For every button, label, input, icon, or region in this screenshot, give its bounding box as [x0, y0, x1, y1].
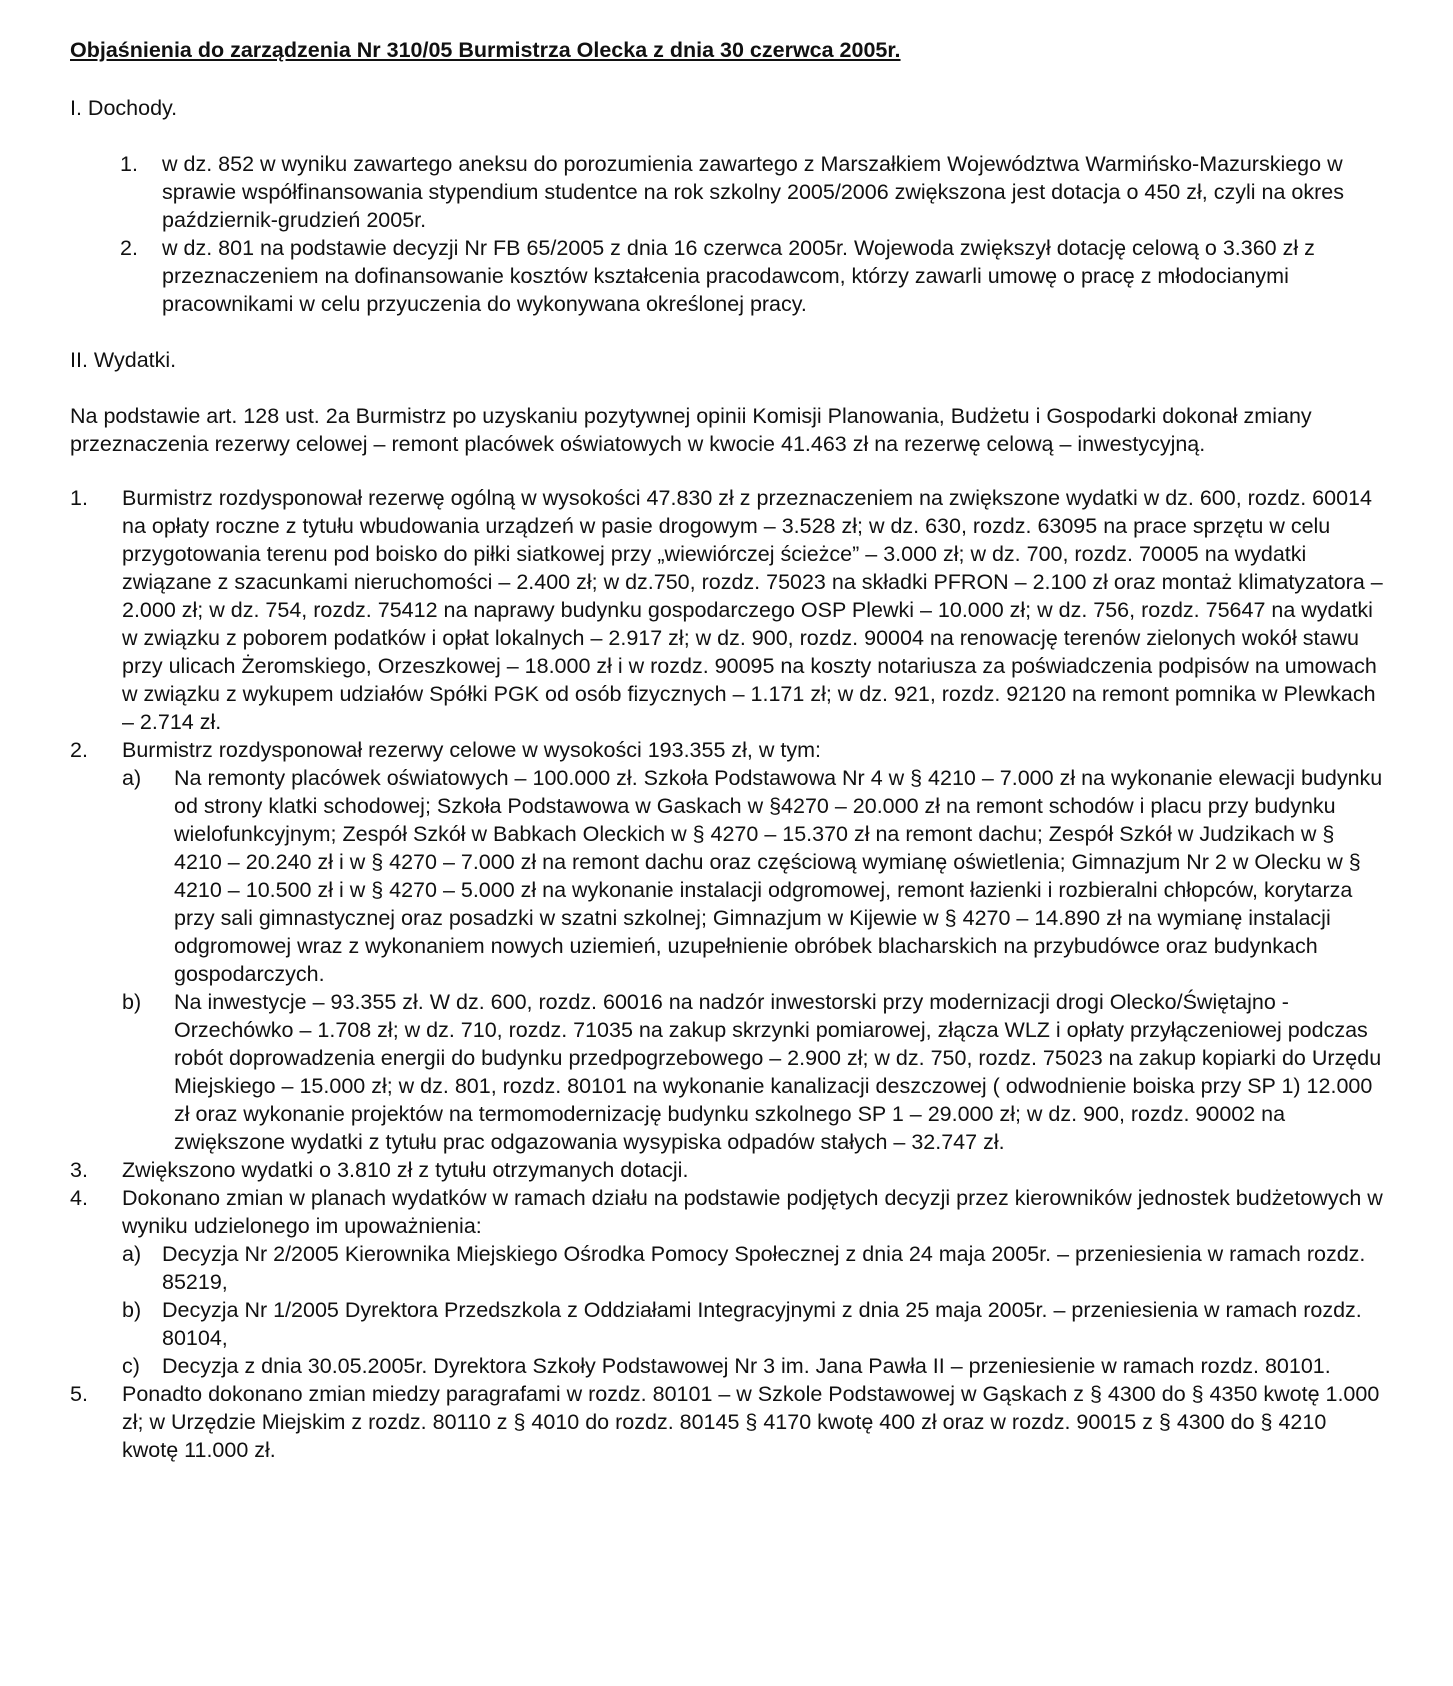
sub-list-item-letter: c): [122, 1354, 140, 1378]
income-list: [70, 150, 1383, 318]
list-item: [70, 1380, 1383, 1464]
expenses-intro: Na podstawie art. 128 ust. 2a Burmistrz po uzyskaniu pozytywnej opinii Komisji Planowania, Budżetu i Gospodarki dokonał zmiany przeznaczenia rezerwy celowej – remont placówek oświatowych w kwocie 41.463 zł na rezerwę celową – inwestycyjną.: [70, 404, 1312, 456]
list-item-number: 4.: [70, 1186, 88, 1210]
list-item-number: 1.: [70, 486, 88, 510]
list-item-text: Burmistrz rozdysponował rezerwy celowe w wysokości 193.355 zł, w tym:: [122, 738, 821, 762]
list-item: [70, 484, 1383, 736]
expenses-list: [70, 484, 1383, 1464]
section-heading-income: I. Dochody.: [70, 96, 178, 120]
list-item: [70, 736, 1383, 764]
sub-list-item: [70, 764, 1383, 988]
sub-list-item-text: Na inwestycje – 93.355 zł. W dz. 600, rozdz. 60016 na nadzór inwestorski przy modernizacji drogi Olecko/Świętajno - Orzechówko – 1.708 zł; w dz. 710, rozdz. 71035 na zakup skrzynki pomiarowej, złącza WLZ i opłaty przyłączeniowej podczas robót doprowadzenia energii do budynku przedpogrzebowego – 2.900 zł; w dz. 750, rozdz. 75023 na zakup kopiarki do Urzędu Miejskiego – 15.000 zł; w dz. 801, rozdz. 80101 na wykonanie kanalizacji deszczowej ( odwodnienie boiska przy SP 1) 12.000 zł oraz wykonanie projektów na termomodernizację budynku szkolnego SP 1 – 29.000 zł; w dz. 900, rozdz. 90002 na zwiększone wydatki z tytułu prac odgazowania wysypiska odpadów stałych – 32.747 zł.: [174, 990, 1382, 1154]
document-title: Objaśnienia do zarządzenia Nr 310/05 Burmistrza Olecka z dnia 30 czerwca 2005r.: [70, 38, 901, 62]
sub-list-item: [70, 1352, 1383, 1380]
list-item-number: 5.: [70, 1382, 88, 1406]
sub-list-item: [70, 1240, 1383, 1296]
list-item: [70, 1156, 1383, 1184]
list-item-text: Dokonano zmian w planach wydatków w ramach działu na podstawie podjętych decyzji przez kierowników jednostek budżetowych w wyniku udzielonego im upoważnienia:: [122, 1186, 1383, 1238]
list-item: [70, 1184, 1383, 1240]
list-item-text: w dz. 801 na podstawie decyzji Nr FB 65/2005 z dnia 16 czerwca 2005r. Wojewoda zwiększył dotację celową o 3.360 zł z przeznaczeniem na dofinansowanie kosztów kształcenia pracodawcom, którzy zawarli umowę o pracę z młodocianymi pracownikami w celu przyuczenia do wykonywana określonej pracy.: [162, 236, 1315, 316]
list-item-number: 2.: [120, 236, 138, 260]
sub-list-item-letter: a): [122, 1242, 142, 1266]
sub-list-item-text: Decyzja z dnia 30.05.2005r. Dyrektora Szkoły Podstawowej Nr 3 im. Jana Pawła II – przeniesienie w ramach rozdz. 80101.: [162, 1354, 1331, 1378]
section-heading-expenses: II. Wydatki.: [70, 348, 177, 372]
sub-list-item: [70, 1296, 1383, 1352]
sub-list-item-letter: b): [122, 1298, 142, 1322]
sub-list-item-letter: a): [122, 766, 142, 790]
sub-list-item: [70, 988, 1383, 1156]
sub-list-item-letter: b): [122, 990, 142, 1014]
list-item-number: 3.: [70, 1158, 88, 1182]
list-item-text: Burmistrz rozdysponował rezerwę ogólną w wysokości 47.830 zł z przeznaczeniem na zwiększone wydatki w dz. 600, rozdz. 60014 na opłaty roczne z tytułu wbudowania urządzeń w pasie drogowym – 3.528 zł; w dz. 630, rozdz. 63095 na prace sprzętu w celu przygotowania terenu pod boisko do piłki siatkowej przy „wiewiórczej ścieżce” – 3.000 zł; w dz. 700, rozdz. 70005 na wydatki związane z szacunkami nieruchomości – 2.400 zł; w dz.750, rozdz. 75023 na składki PFRON – 2.100 zł oraz montaż klimatyzatora – 2.000 zł; w dz. 754, rozdz. 75412 na naprawy budynku gospodarczego OSP Plewki – 10.000 zł; w dz. 756, rozdz. 75647 na wydatki w związku z poborem podatków i opłat lokalnych – 2.917 zł; w dz. 900, rozdz. 90004 na renowację terenów zielonych wokół stawu przy ulicach Żeromskiego, Orzeszkowej – 18.000 zł i w rozdz. 90095 na koszty notariusza za poświadczenia podpisów na umowach w związku z wykupem udziałów Spółki PGK od osób fizycznych – 1.171 zł; w dz. 921, rozdz. 92120 na remont pomnika w Plewkach – 2.714 zł.: [122, 486, 1383, 734]
sub-list-item-text: Na remonty placówek oświatowych – 100.000 zł. Szkoła Podstawowa Nr 4 w § 4210 – 7.000 zł na wykonanie elewacji budynku od strony klatki schodowej; Szkoła Podstawowa w Gaskach w §4270 – 20.000 zł na remont schodów i placu przy budynku wielofunkcyjnym; Zespół Szkół w Babkach Oleckich w § 4270 – 15.370 zł na remont dachu; Zespół Szkół w Judzikach w § 4210 – 20.240 zł i w § 4270 – 7.000 zł na remont dachu oraz częściową wymianę oświetlenia; Gimnazjum Nr 2 w Olecku w § 4210 – 10.500 zł i w § 4270 – 5.000 zł na wykonanie instalacji odgromowej, remont łazienki i rozbieralni chłopców, korytarza przy sali gimnastycznej oraz posadzki w szatni szkolnej; Gimnazjum w Kijewie w § 4270 – 14.890 zł na wymianę instalacji odgromowej wraz z wykonaniem nowych uziemień, uzupełnienie obróbek blacharskich na przybudówce oraz budynkach gospodarczych.: [174, 766, 1383, 986]
list-item: [70, 234, 1383, 318]
sub-list-item-text: Decyzja Nr 1/2005 Dyrektora Przedszkola z Oddziałami Integracyjnymi z dnia 25 maja 2005r. – przeniesienia w ramach rozdz. 80104,: [162, 1298, 1362, 1350]
list-item-number: 1.: [120, 152, 138, 176]
sub-list-item-text: Decyzja Nr 2/2005 Kierownika Miejskiego Ośrodka Pomocy Społecznej z dnia 24 maja 2005r. – przeniesienia w ramach rozdz. 85219,: [162, 1242, 1366, 1294]
list-item: [70, 150, 1383, 234]
list-item-text: w dz. 852 w wyniku zawartego aneksu do porozumienia zawartego z Marszałkiem Województwa Warmińsko-Mazurskiego w sprawie współfinansowania stypendium studentce na rok szkolny 2005/2006 zwiększona jest dotacja o 450 zł, czyli na okres październik-grudzień 2005r.: [162, 152, 1344, 232]
list-item-text: Ponadto dokonano zmian miedzy paragrafami w rozdz. 80101 – w Szkole Podstawowej w Gąskach z § 4300 do § 4350 kwotę 1.000 zł; w Urzędzie Miejskim z rozdz. 80110 z § 4010 do rozdz. 80145 § 4170 kwotę 400 zł oraz w rozdz. 90015 z § 4300 do § 4210 kwotę 11.000 zł.: [122, 1382, 1380, 1462]
list-item-text: Zwiększono wydatki o 3.810 zł z tytułu otrzymanych dotacji.: [122, 1158, 689, 1182]
list-item-number: 2.: [70, 738, 88, 762]
